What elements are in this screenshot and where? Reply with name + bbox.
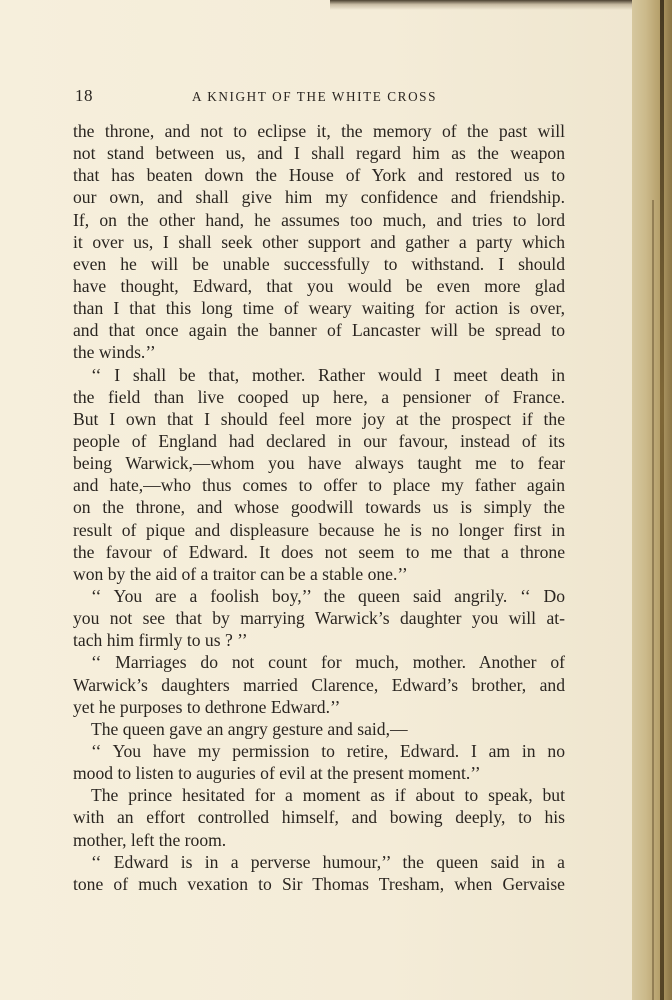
text-line: The prince hesitated for a moment as if about to speak, but — [91, 785, 565, 806]
running-title: A KNIGHT OF THE WHITE CROSS — [192, 89, 438, 104]
text-line: tach him firmly to us ? ’’ — [73, 630, 248, 651]
body-text — [73, 120, 565, 895]
text-line: not stand between us, and I shall regard him as the weapon — [73, 143, 565, 164]
text-line: the winds.’’ — [73, 342, 156, 363]
text-line: than I that this long time of weary waiting for action is over, — [73, 298, 565, 319]
text-line: on the throne, and whose goodwill towards us is simply the — [73, 497, 565, 518]
text-line: it over us, I shall seek other support and gather a party which — [73, 231, 565, 252]
text-line: you not see that by marrying Warwick’s daughter you will at- — [73, 608, 565, 629]
text-line: even he will be unable successfully to withstand. I should — [73, 253, 565, 274]
text-line: that has beaten down the House of York and restored us to — [73, 165, 565, 186]
text-line: and that once again the banner of Lancaster will be spread to — [73, 320, 565, 341]
text-line: ‘‘ You are a foolish boy,’’ the queen said angrily. ‘‘ Do — [91, 585, 565, 606]
text-line: the throne, and not to eclipse it, the memory of the past will — [73, 121, 565, 141]
text-line: tone of much vexation to Sir Thomas Tresham, when Gervaise — [73, 873, 565, 894]
book-page-crease — [652, 200, 654, 1000]
text-line: being Warwick,—whom you have always taught me to fear — [73, 453, 565, 474]
text-line: But I own that I should feel more joy at the prospect if the — [73, 408, 565, 429]
page-number: 18 — [75, 86, 93, 105]
text-line: yet he purposes to dethrone Edward.’’ — [73, 696, 341, 717]
text-line: The queen gave an angry gesture and said,— — [91, 718, 408, 739]
text-line: with an effort controlled himself, and bowing deeply, to his — [73, 807, 565, 828]
text-line: If, on the other hand, he assumes too much, and tries to lord — [73, 209, 565, 230]
text-line: people of England had declared in our favour, instead of its — [73, 430, 565, 451]
text-line: ‘‘ You have my permission to retire, Edward. I am in no — [91, 740, 565, 761]
text-line: ‘‘ I shall be that, mother. Rather would I meet death in — [91, 364, 565, 385]
text-line: ‘‘ Marriages do not count for much, mother. Another of — [91, 652, 565, 673]
text-line: mood to listen to auguries of evil at the present moment.’’ — [73, 763, 481, 784]
text-line: ‘‘ Edward is in a perverse humour,’’ the queen said in a — [91, 851, 565, 872]
page-top-shadow — [330, 0, 632, 10]
text-line: have thought, Edward, that you would be even more glad — [73, 275, 565, 296]
text-line: mother, left the room. — [73, 829, 227, 850]
text-line: Warwick’s daughters married Clarence, Edward’s brother, and — [73, 674, 565, 695]
book-spine-line — [660, 0, 664, 1000]
text-line: result of pique and displeasure because he is no longer first in — [73, 519, 565, 540]
page-header — [75, 86, 565, 110]
text-line: the field than live cooped up here, a pensioner of France. — [73, 386, 565, 407]
text-line: won by the aid of a traitor can be a stable one.’’ — [73, 563, 408, 584]
text-line: the favour of Edward. It does not seem to me that a throne — [73, 541, 565, 562]
text-line: our own, and shall give him my confidence and friendship. — [73, 187, 565, 208]
text-line: and hate,—who thus comes to offer to place my father again — [73, 475, 565, 496]
